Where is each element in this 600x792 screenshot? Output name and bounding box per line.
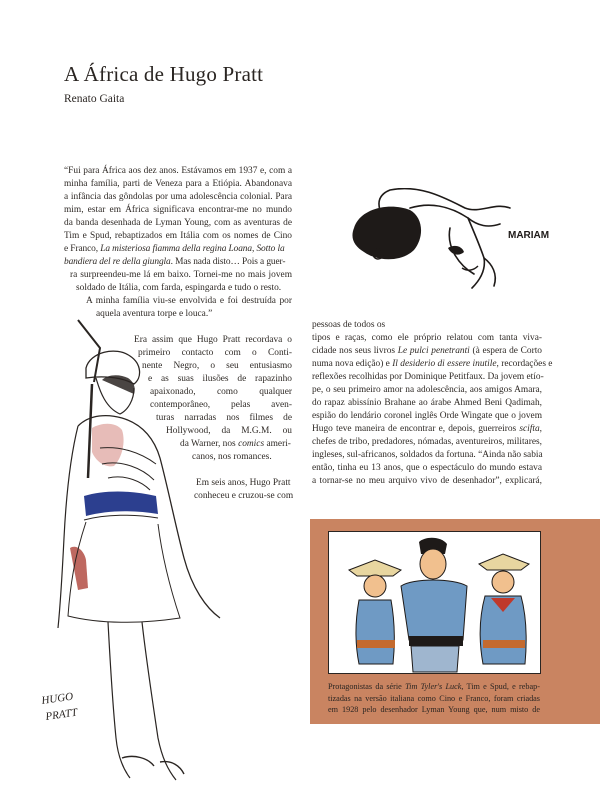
text-line xyxy=(64,256,292,269)
italic-title: Tim Tyler's Luck xyxy=(405,682,462,691)
text-span: Hugo teve maneira de encontrar e, depois, guerreiros xyxy=(312,424,520,434)
text-line: do rapaz abissínio Brahane ao árabe Ahmed Beni Qadimah, xyxy=(312,398,542,408)
text-line: canos, nos romances. xyxy=(192,452,272,462)
italic-word: scifta xyxy=(519,424,540,434)
text-line: a infância das gôndolas por uma adolescência colonial. Para xyxy=(64,192,292,202)
right-column-text xyxy=(312,319,553,488)
caption-line: tizadas na versão italiana como Cino e Franco, foram criadas xyxy=(328,693,540,703)
text-span: , xyxy=(539,424,542,434)
text-line: Era assim que Hugo Pratt recordava o xyxy=(134,335,292,345)
text-line: nente Negro, o seu entusiasmo xyxy=(142,361,292,371)
italic-word: comics xyxy=(238,439,265,449)
text-line: ingleses, sul-africanos, soldados da fortuna. “Ainda não sabia xyxy=(312,450,543,460)
text-line: turas narradas nos filmes de xyxy=(156,413,292,423)
text-span: numa nova edição) e xyxy=(312,359,393,369)
text-line: apaixonado, como qualquer xyxy=(150,387,292,397)
text-line: A minha família viu-se envolvida e foi destruída por xyxy=(86,296,292,306)
text-span: cidade nos seus livros xyxy=(312,346,398,356)
pratt-signature: PRATT xyxy=(44,706,79,723)
text-line: mim, estar em África significava encontrar-me no mundo xyxy=(64,205,292,215)
caption-box xyxy=(310,519,600,724)
text-span: . Mas nada disto… Pois a guer- xyxy=(170,257,286,267)
mariam-signature: MARIAM xyxy=(508,230,550,241)
text-span: e Franco, xyxy=(64,244,101,254)
text-line: Tim e Spud, rebaptizados em Itália com os nomes de Cino xyxy=(64,231,292,241)
italic-title: La misteriosa fiamma della regina Loana, Sotto la xyxy=(100,244,285,254)
text-line: pessoas de todos os xyxy=(312,320,386,330)
text-line: reflexões recolhidas por Dominique Petitfaux. Da jovem etío- xyxy=(312,372,544,382)
text-line: e as suas ilusões de rapazinho xyxy=(148,374,292,384)
italic-title: Il desiderio di essere inutile xyxy=(392,359,497,369)
text-line: chefes de tribo, predadores, nómadas, aventureiros, militares, xyxy=(312,437,542,447)
text-span: Protagonistas da série xyxy=(328,682,406,691)
tim-and-spud-comic-image xyxy=(328,531,541,674)
caption-line xyxy=(328,681,540,693)
young-soldier-illustration xyxy=(30,318,245,788)
text-line: aquela aventura torpe e louca.” xyxy=(96,309,213,319)
text-span: , Tim e Spud, e rebap- xyxy=(461,682,540,691)
text-line: Hollywood, da M.G.M. ou xyxy=(166,426,292,436)
text-line: tipos e raças, como ele próprio relatou com tanta viva- xyxy=(312,333,542,343)
author-name: Renato Gaita xyxy=(64,93,125,105)
text-line: ra surpreendeu-me lá em baixo. Tornei-me no mais jovem xyxy=(70,270,292,280)
text-line: Em seis anos, Hugo Pratt xyxy=(196,478,291,488)
text-line: a tornar-se no meu arquivo vivo de desenhador”, explicará, xyxy=(312,476,542,486)
text-line: espião do lendário coronel inglês Orde Wingate que o jovem xyxy=(312,411,542,421)
text-line: conheceu e cruzou-se com xyxy=(194,491,294,501)
mariam-sketch-illustration xyxy=(350,188,565,308)
text-line xyxy=(312,423,542,436)
text-span: da Warner, nos xyxy=(180,439,239,449)
text-line: então, tinha eu 13 anos, que o espectáculo do mundo estava xyxy=(312,463,542,473)
italic-title: bandiera del re della giungla xyxy=(64,257,171,267)
text-line: soldado de Itália, com farda, espingarda e tudo o resto. xyxy=(76,283,282,293)
comic-drawing xyxy=(329,532,540,673)
caption-text xyxy=(328,681,540,716)
page-title: A África de Hugo Pratt xyxy=(64,62,264,86)
text-span: ameri- xyxy=(264,439,291,449)
text-span: , recordações e xyxy=(496,359,553,369)
text-line: primeiro contacto com o Conti- xyxy=(138,348,292,358)
text-line: minha família, parti de Veneza para a Etiópia. Abandonava xyxy=(64,179,292,189)
text-line xyxy=(312,345,542,358)
text-line: contemporâneo, pelas aven- xyxy=(150,400,292,410)
text-line: pe, o seu primeiro amor na adolescência, aos amigos Amara, xyxy=(312,385,542,395)
text-line: da banda desenhada de Lyman Young, com as aventuras de xyxy=(64,218,292,228)
italic-title: Le pulci penetranti xyxy=(397,346,470,356)
text-span: (à espera de Corto xyxy=(469,346,542,356)
hugo-signature: HUGO xyxy=(40,690,74,707)
text-line xyxy=(312,358,553,371)
caption-line: em 1928 pelo desenhador Lyman Young que, num misto de xyxy=(328,705,540,714)
text-line: “Fui para África aos dez anos. Estávamos em 1937 e, com a xyxy=(64,166,292,176)
text-line xyxy=(64,243,292,256)
